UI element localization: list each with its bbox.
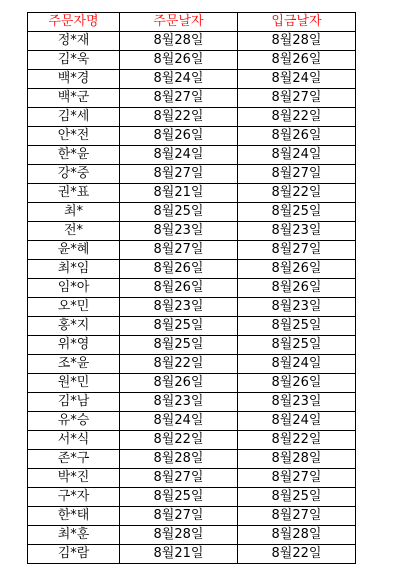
payment-date-cell: 8월22일 (238, 108, 356, 127)
payment-date-cell: 8월28일 (238, 32, 356, 51)
table-row (28, 507, 356, 526)
table-row (28, 336, 356, 355)
table-row (28, 32, 356, 51)
table-row (28, 127, 356, 146)
customer-name-cell: 오*민 (28, 298, 120, 317)
order-date-cell: 8월27일 (120, 507, 238, 526)
table-row (28, 526, 356, 545)
order-date-cell: 8월27일 (120, 89, 238, 108)
customer-name-cell: 임*아 (28, 279, 120, 298)
table-row (28, 545, 356, 564)
payment-date-cell: 8월24일 (238, 412, 356, 431)
table-row (28, 165, 356, 184)
order-date-cell: 8월23일 (120, 393, 238, 412)
order-date-cell: 8월27일 (120, 469, 238, 488)
customer-name-cell: 구*자 (28, 488, 120, 507)
table-row (28, 355, 356, 374)
customer-name-cell: 김*세 (28, 108, 120, 127)
order-date-cell: 8월24일 (120, 146, 238, 165)
payment-date-cell: 8월24일 (238, 146, 356, 165)
payment-date-cell: 8월27일 (238, 469, 356, 488)
customer-name-cell: 홍*지 (28, 317, 120, 336)
payment-date-cell: 8월22일 (238, 545, 356, 564)
table-row (28, 222, 356, 241)
customer-name-cell: 최*임 (28, 260, 120, 279)
table-row (28, 298, 356, 317)
order-date-cell: 8월26일 (120, 279, 238, 298)
payment-date-cell: 8월27일 (238, 89, 356, 108)
payment-date-cell: 8월26일 (238, 260, 356, 279)
payment-date-cell: 8월27일 (238, 165, 356, 184)
customer-name-cell: 백*군 (28, 89, 120, 108)
payment-date-cell: 8월23일 (238, 393, 356, 412)
payment-date-cell: 8월26일 (238, 127, 356, 146)
payment-date-cell: 8월25일 (238, 203, 356, 222)
header-order-date: 주문날자 (120, 13, 238, 32)
payment-date-cell: 8월22일 (238, 431, 356, 450)
table-row (28, 450, 356, 469)
header-customer-name: 주문자명 (28, 13, 120, 32)
order-date-cell: 8월21일 (120, 184, 238, 203)
payment-date-cell: 8월27일 (238, 507, 356, 526)
customer-name-cell: 유*승 (28, 412, 120, 431)
order-date-cell: 8월25일 (120, 317, 238, 336)
order-date-cell: 8월28일 (120, 450, 238, 469)
payment-date-cell: 8월23일 (238, 222, 356, 241)
table-row (28, 488, 356, 507)
customer-name-cell: 원*민 (28, 374, 120, 393)
table-row (28, 260, 356, 279)
table-row (28, 412, 356, 431)
customer-name-cell: 백*경 (28, 70, 120, 89)
payment-date-cell: 8월27일 (238, 241, 356, 260)
payment-date-cell: 8월26일 (238, 279, 356, 298)
payment-date-cell: 8월25일 (238, 488, 356, 507)
order-date-cell: 8월23일 (120, 222, 238, 241)
customer-name-cell: 한*태 (28, 507, 120, 526)
customer-name-cell: 최* (28, 203, 120, 222)
header-row (28, 13, 356, 32)
table-row (28, 469, 356, 488)
table-row (28, 70, 356, 89)
table-row (28, 241, 356, 260)
table-row (28, 317, 356, 336)
order-date-cell: 8월25일 (120, 488, 238, 507)
order-date-cell: 8월21일 (120, 545, 238, 564)
customer-name-cell: 전* (28, 222, 120, 241)
order-date-cell: 8월26일 (120, 51, 238, 70)
order-date-cell: 8월23일 (120, 298, 238, 317)
payment-date-cell: 8월23일 (238, 298, 356, 317)
customer-name-cell: 김*람 (28, 545, 120, 564)
table-row (28, 431, 356, 450)
table-row (28, 393, 356, 412)
payment-date-cell: 8월24일 (238, 70, 356, 89)
table-row (28, 108, 356, 127)
order-date-cell: 8월27일 (120, 165, 238, 184)
customer-name-cell: 위*영 (28, 336, 120, 355)
customer-name-cell: 한*윤 (28, 146, 120, 165)
order-date-cell: 8월25일 (120, 203, 238, 222)
header-payment-date: 입금날자 (238, 13, 356, 32)
table-row (28, 184, 356, 203)
order-date-cell: 8월28일 (120, 526, 238, 545)
table-row (28, 89, 356, 108)
payment-date-cell: 8월28일 (238, 450, 356, 469)
customer-name-cell: 권*표 (28, 184, 120, 203)
payment-date-cell: 8월24일 (238, 355, 356, 374)
order-date-cell: 8월22일 (120, 108, 238, 127)
customer-name-cell: 윤*혜 (28, 241, 120, 260)
customer-name-cell: 존*구 (28, 450, 120, 469)
order-date-cell: 8월24일 (120, 412, 238, 431)
customer-name-cell: 박*진 (28, 469, 120, 488)
customer-name-cell: 서*식 (28, 431, 120, 450)
order-date-cell: 8월28일 (120, 32, 238, 51)
order-date-cell: 8월26일 (120, 127, 238, 146)
customer-name-cell: 최*훈 (28, 526, 120, 545)
payment-date-cell: 8월26일 (238, 374, 356, 393)
order-date-cell: 8월24일 (120, 70, 238, 89)
orders-table (27, 12, 356, 564)
table-row (28, 51, 356, 70)
payment-date-cell: 8월28일 (238, 526, 356, 545)
customer-name-cell: 강*중 (28, 165, 120, 184)
order-date-cell: 8월27일 (120, 241, 238, 260)
table-row (28, 374, 356, 393)
customer-name-cell: 정*재 (28, 32, 120, 51)
customer-name-cell: 안*전 (28, 127, 120, 146)
customer-name-cell: 김*남 (28, 393, 120, 412)
table-row (28, 279, 356, 298)
payment-date-cell: 8월25일 (238, 336, 356, 355)
order-date-cell: 8월26일 (120, 260, 238, 279)
table-row (28, 203, 356, 222)
order-date-cell: 8월25일 (120, 336, 238, 355)
table-row (28, 146, 356, 165)
payment-date-cell: 8월26일 (238, 51, 356, 70)
order-date-cell: 8월22일 (120, 355, 238, 374)
customer-name-cell: 김*욱 (28, 51, 120, 70)
payment-date-cell: 8월22일 (238, 184, 356, 203)
order-date-cell: 8월26일 (120, 374, 238, 393)
customer-name-cell: 조*윤 (28, 355, 120, 374)
table-body (28, 32, 356, 564)
payment-date-cell: 8월25일 (238, 317, 356, 336)
order-date-cell: 8월22일 (120, 431, 238, 450)
